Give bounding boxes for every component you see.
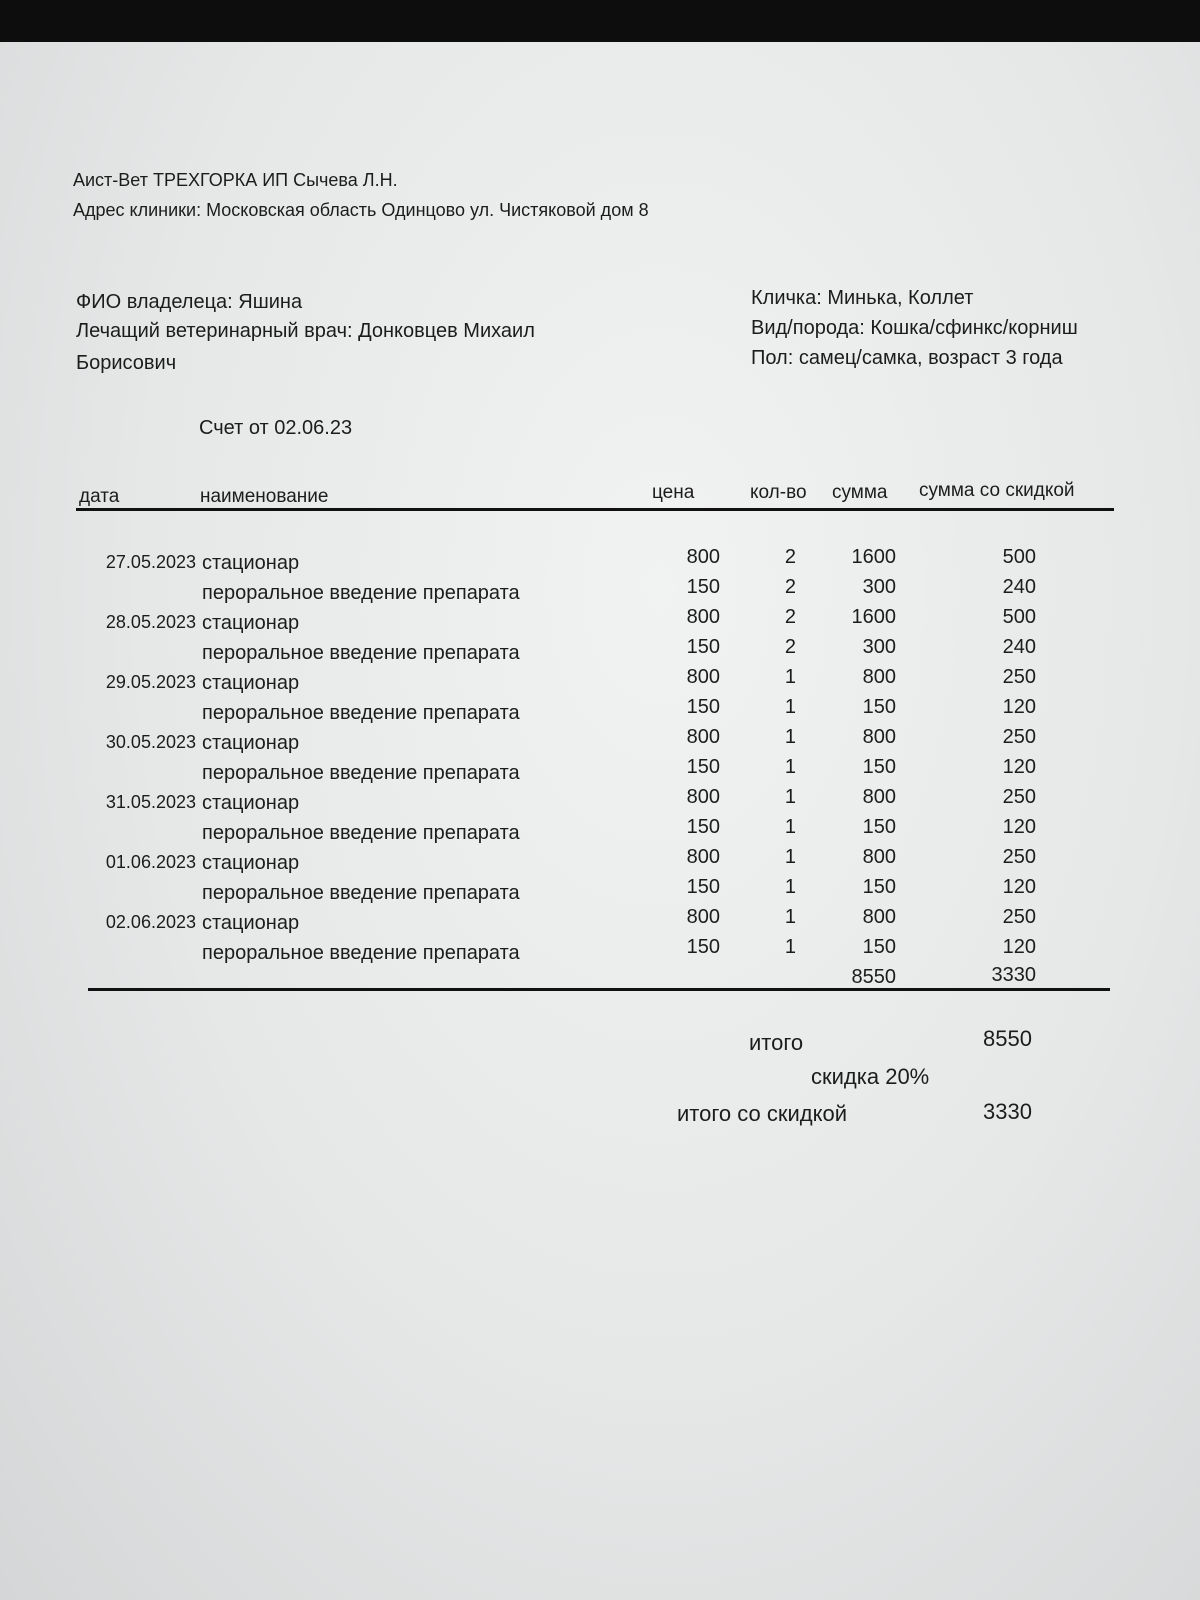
row-qty: 1 [784, 906, 796, 928]
discounted-total: 3330 [991, 964, 1036, 986]
total-label: итого [749, 1030, 804, 1055]
row-qty: 2 [784, 576, 796, 598]
row-qty: 1 [784, 876, 796, 898]
row-discounted: 250 [1002, 906, 1036, 928]
row-price: 800 [686, 546, 720, 568]
row-discounted: 250 [1002, 786, 1036, 808]
row-price: 150 [686, 876, 720, 898]
row-sum: 800 [862, 726, 896, 748]
row-qty: 1 [784, 816, 796, 838]
row-sum: 300 [862, 636, 896, 658]
row-qty: 2 [784, 546, 796, 568]
row-qty: 2 [784, 606, 796, 628]
row-qty: 1 [784, 696, 796, 718]
header-rule [76, 508, 1114, 511]
row-date: 31.05.2023 [105, 792, 196, 812]
row-discounted: 120 [1002, 696, 1036, 718]
row-sum: 300 [862, 576, 896, 598]
row-price: 800 [686, 906, 720, 928]
row-price: 800 [686, 726, 720, 748]
row-qty: 1 [784, 786, 796, 808]
row-name: пероральное введение препарата [202, 822, 520, 844]
row-qty: 2 [784, 636, 796, 658]
col-header-qty: кол-во [750, 482, 807, 503]
row-discounted: 240 [1002, 576, 1036, 598]
row-price: 800 [686, 666, 720, 688]
row-date: 29.05.2023 [105, 672, 196, 692]
col-header-name: наименование [200, 486, 329, 507]
row-discounted: 120 [1002, 816, 1036, 838]
row-qty: 1 [784, 666, 796, 688]
row-qty: 1 [784, 936, 796, 958]
col-header-discounted: сумма со скидкой [919, 480, 1075, 501]
row-date: 28.05.2023 [105, 612, 196, 632]
pet-sex-age: Пол: самец/самка, возраст 3 года [751, 347, 1063, 369]
row-price: 150 [686, 576, 720, 598]
row-sum: 800 [862, 786, 896, 808]
row-name: пероральное введение препарата [202, 642, 520, 664]
row-price: 150 [686, 636, 720, 658]
vet-name-line2: Борисович [76, 352, 177, 374]
discounted-label: итого со скидкой [677, 1101, 847, 1126]
row-sum: 1600 [851, 546, 896, 568]
row-date: 27.05.2023 [105, 552, 196, 572]
row-name: стационар [202, 792, 300, 814]
row-sum: 150 [862, 876, 896, 898]
col-header-sum: сумма [832, 482, 888, 503]
row-name: стационар [202, 672, 300, 694]
row-sum: 150 [862, 696, 896, 718]
row-discounted: 250 [1002, 846, 1036, 868]
row-qty: 1 [784, 726, 796, 748]
row-sum: 800 [862, 666, 896, 688]
sum-total: 8550 [851, 966, 896, 988]
row-name: пероральное введение препарата [202, 762, 520, 784]
row-discounted: 120 [1002, 876, 1036, 898]
discount-label: скидка 20% [811, 1064, 930, 1089]
row-sum: 150 [862, 816, 896, 838]
row-price: 150 [686, 756, 720, 778]
row-name: стационар [202, 912, 300, 934]
vet-name-line1: Лечащий ветеринарный врач: Донковцев Михаил [76, 320, 535, 342]
row-sum: 150 [862, 936, 896, 958]
footer-rule [88, 988, 1110, 991]
row-price: 800 [686, 846, 720, 868]
row-price: 150 [686, 936, 720, 958]
row-sum: 1600 [851, 606, 896, 628]
row-date: 01.06.2023 [105, 852, 196, 872]
row-discounted: 250 [1002, 726, 1036, 748]
row-name: стационар [202, 552, 300, 574]
clinic-address: Адрес клиники: Московская область Одинцово ул. Чистяковой дом 8 [73, 200, 649, 220]
row-date: 30.05.2023 [105, 732, 196, 752]
col-header-price: цена [652, 482, 695, 503]
row-price: 150 [686, 696, 720, 718]
row-name: пероральное введение препарата [202, 702, 520, 724]
row-discounted: 500 [1002, 606, 1036, 628]
col-header-date: дата [79, 486, 120, 507]
row-discounted: 240 [1002, 636, 1036, 658]
row-name: пероральное введение препарата [202, 942, 520, 964]
discounted-value: 3330 [983, 1099, 1032, 1124]
row-sum: 800 [862, 846, 896, 868]
row-price: 800 [686, 606, 720, 628]
row-discounted: 250 [1002, 666, 1036, 688]
row-qty: 1 [784, 756, 796, 778]
row-name: стационар [202, 612, 300, 634]
row-discounted: 500 [1002, 546, 1036, 568]
total-value: 8550 [983, 1026, 1032, 1051]
row-name: пероральное введение препарата [202, 582, 520, 604]
row-date: 02.06.2023 [105, 912, 196, 932]
clinic-name: Аист-Вет ТРЕХГОРКА ИП Сычева Л.Н. [73, 170, 398, 190]
row-name: стационар [202, 852, 300, 874]
invoice-title: Счет от 02.06.23 [199, 417, 353, 439]
row-sum: 150 [862, 756, 896, 778]
row-price: 800 [686, 786, 720, 808]
row-name: стационар [202, 732, 300, 754]
owner-name: ФИО владелеца: Яшина [76, 291, 303, 313]
row-sum: 800 [862, 906, 896, 928]
pet-nickname: Кличка: Минька, Коллет [751, 287, 974, 309]
row-name: пероральное введение препарата [202, 882, 520, 904]
row-discounted: 120 [1002, 936, 1036, 958]
pet-breed: Вид/порода: Кошка/сфинкс/корниш [751, 317, 1078, 339]
row-qty: 1 [784, 846, 796, 868]
row-discounted: 120 [1002, 756, 1036, 778]
row-price: 150 [686, 816, 720, 838]
